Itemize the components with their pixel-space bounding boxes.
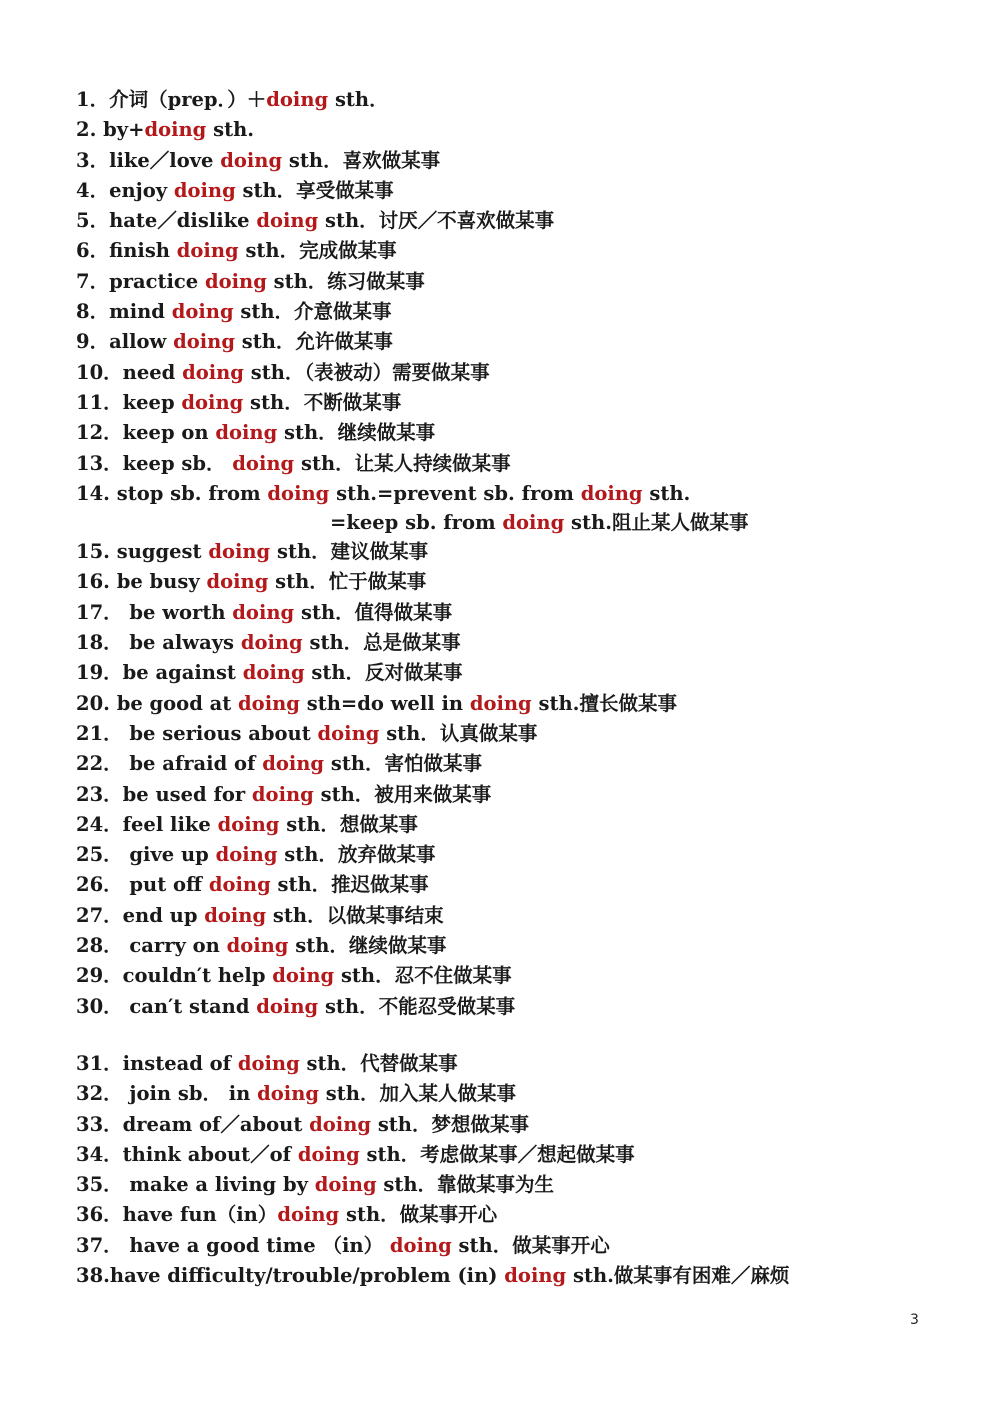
phrase-text: sth．练习做某事: [266, 269, 425, 293]
list-item: [76, 689, 956, 719]
list-item: [76, 115, 956, 145]
list-item: [76, 146, 956, 176]
phrase-text: 16. be busy: [76, 570, 207, 594]
phrase-text: sth．喜欢做某事: [282, 148, 441, 172]
highlight-doing: doing: [242, 661, 305, 685]
phrase-text: 15. suggest: [76, 540, 209, 564]
phrase-text: 18． be always: [76, 631, 241, 655]
highlight-doing: doing: [256, 994, 319, 1018]
doing-phrase-list: [76, 85, 956, 1291]
highlight-doing: doing: [262, 752, 325, 776]
highlight-doing: doing: [389, 1233, 452, 1257]
list-item: [76, 1200, 956, 1230]
phrase-text: 32． join sb． in: [76, 1082, 258, 1106]
list-item: [76, 1110, 956, 1140]
phrase-text: sth.阻止某人做某事: [564, 511, 749, 535]
phrase-text: sth．让某人持续做某事: [294, 451, 511, 475]
phrase-text: 30． can′t stand: [76, 994, 257, 1018]
highlight-doing: doing: [182, 360, 244, 384]
page-number: 3: [910, 1312, 919, 1328]
phrase-text: 1．介词（prep．）＋: [76, 88, 267, 111]
phrase-text: sth．（表被动）需要做某事: [243, 360, 490, 384]
highlight-doing: doing: [220, 148, 283, 172]
highlight-doing: doing: [469, 691, 532, 715]
phrase-text: 5．hate／dislike: [76, 209, 257, 233]
phrase-text: sth．不能忍受做某事: [318, 994, 516, 1018]
list-item: [76, 267, 956, 297]
highlight-doing: doing: [277, 1203, 340, 1227]
list-item: [76, 388, 956, 418]
highlight-doing: doing: [314, 1173, 377, 1197]
phrase-text: sth．忙于做某事: [268, 570, 427, 594]
phrase-text: 37． have a good time （in）: [76, 1233, 390, 1257]
phrase-text: sth．考虑做某事／想起做某事: [359, 1142, 635, 1166]
phrase-text: 17． be worth: [76, 600, 233, 624]
phrase-text: 11．keep: [76, 390, 182, 414]
list-item: [76, 418, 956, 448]
highlight-doing: doing: [215, 421, 278, 445]
phrase-text: 27．end up: [76, 903, 205, 927]
phrase-text: 36．have fun（in）: [76, 1203, 278, 1227]
phrase-text: 33．dream of／about: [76, 1112, 310, 1136]
phrase-text: sth．反对做某事: [304, 661, 463, 685]
highlight-doing: doing: [272, 964, 335, 988]
phrase-text: 22． be afraid of: [76, 752, 263, 776]
highlight-doing: doing: [204, 903, 267, 927]
phrase-text: 3．like／love: [76, 148, 221, 172]
list-item: [76, 1079, 956, 1109]
list-item: [76, 537, 956, 567]
phrase-text: 7．practice: [76, 269, 205, 293]
phrase-text: 24．feel like: [76, 812, 218, 836]
list-item: [76, 176, 956, 206]
phrase-text: sth．继续做某事: [288, 934, 447, 958]
list-item: [76, 297, 956, 327]
phrase-text: 8．mind: [76, 300, 172, 324]
phrase-text: 4．enjoy: [76, 178, 174, 202]
phrase-text: sth．害怕做某事: [324, 752, 483, 776]
phrase-text: 31．instead of: [76, 1051, 238, 1075]
phrase-text: sth．值得做某事: [294, 600, 453, 624]
phrase-text: sth．代替做某事: [299, 1051, 458, 1075]
list-item: [76, 628, 956, 658]
highlight-doing: doing: [144, 118, 207, 142]
highlight-doing: doing: [238, 691, 300, 715]
highlight-doing: doing: [309, 1112, 372, 1136]
phrase-text: sth．梦想做某事: [371, 1112, 529, 1136]
list-item: [76, 1170, 956, 1200]
phrase-text: 13．keep sb．: [76, 451, 233, 475]
phrase-text: sth．认真做某事: [379, 721, 538, 745]
list-item: [76, 567, 956, 597]
phrase-text: 35． make a living by: [76, 1173, 315, 1197]
phrase-text: 29．couldn′t help: [76, 964, 273, 988]
phrase-text: 14. stop sb. from: [76, 481, 268, 505]
highlight-doing: doing: [173, 330, 235, 354]
phrase-text: sth．允许做某事: [234, 330, 393, 354]
list-item: [76, 358, 956, 388]
highlight-doing: doing: [297, 1142, 360, 1166]
list-item-continuation: [76, 509, 956, 537]
list-item: [76, 1140, 956, 1170]
highlight-doing: doing: [317, 721, 380, 745]
phrase-text: 23．be used for: [76, 782, 252, 806]
highlight-doing: doing: [208, 873, 271, 897]
phrase-text: sth．忍不住做某事: [334, 964, 512, 988]
highlight-doing: doing: [256, 209, 319, 233]
list-item: [76, 206, 956, 236]
list-item: [76, 870, 956, 900]
phrase-text: sth.: [206, 118, 255, 142]
highlight-doing: doing: [266, 88, 329, 111]
list-item: [76, 992, 956, 1022]
phrase-text: sth．推迟做某事: [270, 873, 429, 897]
phrase-text: sth．讨厌／不喜欢做某事: [318, 209, 555, 233]
phrase-text: 6．finish: [76, 239, 177, 263]
highlight-doing: doing: [232, 451, 295, 475]
phrase-text: sth．继续做某事: [277, 421, 436, 445]
highlight-doing: doing: [176, 239, 239, 263]
highlight-doing: doing: [173, 178, 236, 202]
highlight-doing: doing: [580, 481, 643, 505]
phrase-text: sth．放弃做某事: [277, 843, 436, 867]
phrase-text: 25． give up: [76, 843, 216, 867]
phrase-text: =keep sb. from: [330, 511, 503, 535]
list-item: [76, 901, 956, 931]
phrase-text: sth．靠做某事为生: [376, 1173, 555, 1197]
highlight-doing: doing: [206, 570, 269, 594]
highlight-doing: doing: [171, 300, 234, 324]
phrase-text: 28． carry on: [76, 934, 227, 958]
phrase-text: 34．think about／of: [76, 1142, 298, 1166]
phrase-text: sth．以做某事结束: [266, 903, 444, 927]
list-item: [76, 1049, 956, 1079]
list-item: [76, 840, 956, 870]
phrase-text: 2. by+: [76, 118, 145, 142]
phrase-text: sth．总是做某事: [302, 631, 461, 655]
highlight-doing: doing: [257, 1082, 320, 1106]
phrase-text: 12．keep on: [76, 421, 216, 445]
list-item: [76, 961, 956, 991]
phrase-text: 10．need: [76, 360, 183, 384]
list-item: [76, 85, 956, 115]
phrase-text: sth．介意做某事: [233, 300, 392, 324]
highlight-doing: doing: [251, 782, 314, 806]
phrase-text: 21． be serious about: [76, 721, 318, 745]
highlight-doing: doing: [502, 511, 565, 535]
highlight-doing: doing: [204, 269, 267, 293]
highlight-doing: doing: [226, 934, 289, 958]
list-item: [76, 327, 956, 357]
phrase-text: 26． put off: [76, 873, 209, 897]
highlight-doing: doing: [267, 481, 330, 505]
list-item: [76, 780, 956, 810]
highlight-doing: doing: [217, 812, 280, 836]
highlight-doing: doing: [240, 631, 303, 655]
highlight-doing: doing: [237, 1051, 300, 1075]
list-item: [76, 931, 956, 961]
phrase-text: 20. be good at: [76, 691, 239, 715]
phrase-text: sth=do well in: [299, 691, 470, 715]
phrase-text: sth.做某事有困难／麻烦: [566, 1263, 790, 1287]
list-item: [76, 1231, 956, 1261]
phrase-text: sth．完成做某事: [238, 239, 397, 263]
phrase-text: sth．想做某事: [279, 812, 418, 836]
list-item: [76, 1261, 956, 1291]
phrase-text: 19．be against: [76, 661, 243, 685]
phrase-text: 38.have difficulty/trouble/problem (in): [76, 1263, 505, 1287]
highlight-doing: doing: [215, 843, 278, 867]
phrase-text: sth.擅长做某事: [531, 691, 677, 715]
phrase-text: 9．allow: [76, 330, 174, 354]
list-item: [76, 749, 956, 779]
phrase-text: sth.: [642, 481, 691, 505]
list-item: [76, 236, 956, 266]
list-item: [76, 719, 956, 749]
phrase-text: sth．建议做某事: [270, 540, 429, 564]
highlight-doing: doing: [208, 540, 271, 564]
highlight-doing: doing: [504, 1263, 567, 1287]
phrase-text: sth．: [328, 88, 389, 111]
highlight-doing: doing: [232, 600, 295, 624]
highlight-doing: doing: [181, 390, 244, 414]
list-item: [76, 810, 956, 840]
phrase-text: sth．加入某人做某事: [319, 1082, 516, 1106]
list-item: [76, 479, 956, 509]
phrase-text: sth．不断做某事: [243, 390, 402, 414]
phrase-text: sth.=prevent sb. from: [329, 481, 581, 505]
phrase-text: sth．做某事开心: [451, 1233, 610, 1257]
list-item: [76, 449, 956, 479]
phrase-text: sth．享受做某事: [235, 178, 394, 202]
phrase-text: sth．被用来做某事: [313, 782, 492, 806]
phrase-text: sth．做某事开心: [339, 1203, 498, 1227]
list-item: [76, 658, 956, 688]
list-item: [76, 598, 956, 628]
